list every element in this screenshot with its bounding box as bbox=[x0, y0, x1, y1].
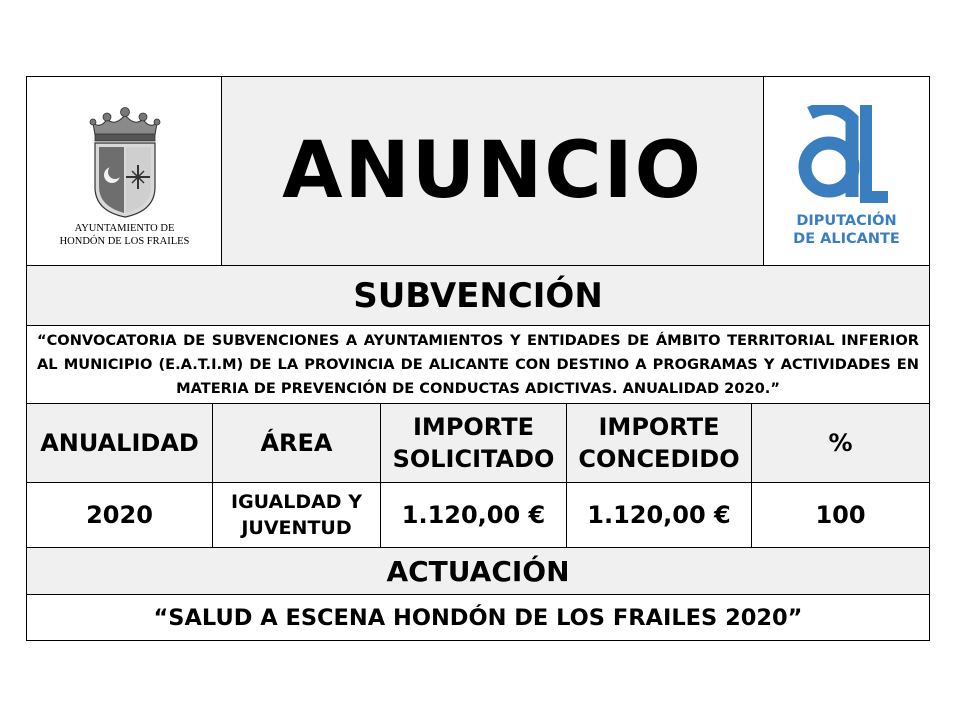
cell-porcentaje: 100 bbox=[815, 501, 866, 529]
header-importe-concedido bbox=[567, 404, 752, 482]
actuacion-text: “SALUD A ESCENA HONDÓN DE LOS FRAILES 2020” bbox=[27, 595, 929, 640]
diputacion-logo bbox=[764, 77, 929, 265]
header-concedido-line-2: CONCEDIDO bbox=[578, 445, 740, 473]
header-area: ÁREA bbox=[213, 404, 381, 482]
header-anualidad: ANUALIDAD bbox=[27, 404, 213, 482]
cell-anualidad: 2020 bbox=[27, 483, 213, 547]
cell-area-line-2: JUVENTUD bbox=[241, 517, 352, 539]
convocatoria-text: “CONVOCATORIA DE SUBVENCIONES A AYUNTAMIENTOS Y ENTIDADES DE ÁMBITO TERRITORIAL INFERIOR AL MUNICIPIO (E.A.T.I.M) DE LA PROVINCIA DE ALICANTE CON DESTINO A PROGRAMAS Y ACTIVIDADES EN MATERIA DE PREVENCIÓN DE CONDUCTAS ADICTIVAS. ANUALIDAD 2020.” bbox=[27, 326, 929, 404]
cell-importe-concedido: 1.120,00 € bbox=[567, 483, 752, 547]
ayuntamiento-line-2: HONDÓN DE LOS FRAILES bbox=[59, 236, 190, 247]
diputacion-name bbox=[764, 212, 929, 248]
ayuntamiento-line-1: AYUNTAMIENTO DE bbox=[74, 223, 175, 234]
title-cell bbox=[222, 77, 764, 265]
subvencion-heading: SUBVENCIÓN bbox=[27, 266, 929, 326]
header-porcentaje: % bbox=[828, 429, 853, 457]
diputacion-a-icon bbox=[796, 105, 896, 203]
page-title: ANUNCIO bbox=[282, 126, 703, 216]
header-concedido-line-1: IMPORTE bbox=[598, 413, 720, 441]
cell-area-line-1: IGUALDAD Y bbox=[231, 491, 362, 513]
header-importe-solicitado bbox=[381, 404, 567, 482]
cell-area bbox=[213, 483, 381, 547]
coat-of-arms-icon bbox=[87, 107, 163, 219]
diputacion-line-1: DIPUTACIÓN bbox=[796, 213, 897, 229]
actuacion-heading: ACTUACIÓN bbox=[27, 548, 929, 595]
ayuntamiento-name bbox=[27, 222, 222, 248]
table-header-row bbox=[27, 404, 929, 483]
header-solicitado-line-1: IMPORTE bbox=[413, 413, 534, 441]
header-solicitado-line-2: SOLICITADO bbox=[392, 445, 555, 473]
ayuntamiento-logo bbox=[27, 77, 222, 265]
diputacion-line-2: DE ALICANTE bbox=[793, 231, 900, 247]
cell-importe-solicitado: 1.120,00 € bbox=[381, 483, 567, 547]
announcement-sheet bbox=[26, 76, 930, 641]
header-row bbox=[27, 77, 929, 266]
table-row bbox=[27, 483, 929, 548]
